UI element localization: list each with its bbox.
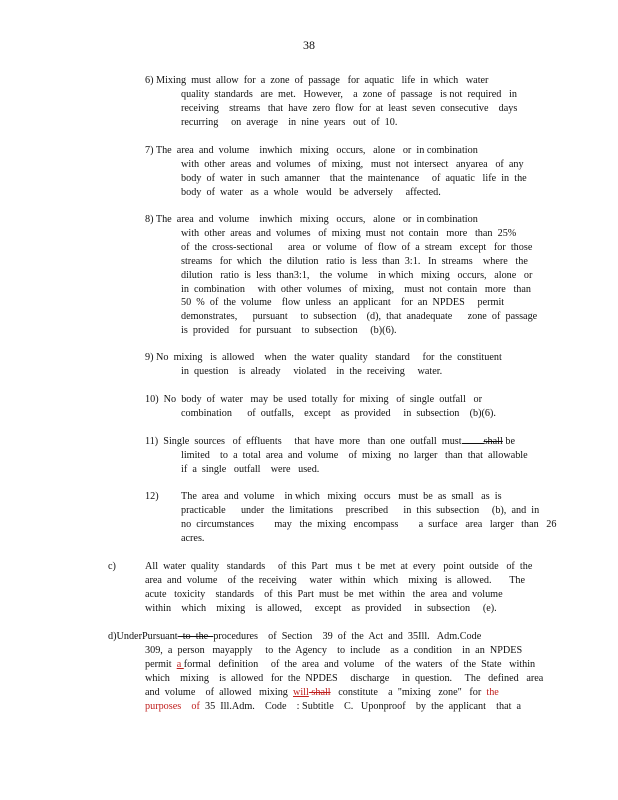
paragraph-d-line-6 xyxy=(145,700,530,714)
item-12-line-1: The area and volume in which mixing occurs must be as small as is xyxy=(181,491,502,502)
list-item-11 xyxy=(145,434,537,477)
paragraph-d-line-6-c: by the applicant that a xyxy=(415,700,522,712)
paragraph-d-label: d) xyxy=(108,631,117,642)
paragraph-d-line-4: which mixing is allowed for the NPDES discharge in question. The defined area xyxy=(145,672,544,684)
paragraph-d-line-5 xyxy=(145,686,530,700)
paragraph-d-line-1 xyxy=(108,630,530,644)
paragraph-d-line-1-a: UnderPursuant xyxy=(116,631,178,642)
item-8-line-1: 8) The area and volume inwhich mixing occurs, alone or in combination xyxy=(145,214,478,225)
paragraph-d-line-3-b: formal definition of the area and volume of the waters of the State within xyxy=(183,658,536,670)
item-11-line-1-text: 11) Single sources of effluents that have more than one outfall must xyxy=(145,436,462,447)
inserted-text: purposes of xyxy=(145,700,200,712)
insertion-blank xyxy=(462,434,484,444)
paragraph-d-line-6-b: 35 Ill.Adm. Code : Subtitle C. Uponproof xyxy=(199,700,416,712)
paragraph-c-line-1: All water quality standards of this Part mus t be met at every point outside of the xyxy=(145,561,533,572)
item-7-line-3: body of water in such amanner that the maintenance of aquatic life in the xyxy=(181,172,527,184)
inserted-text: a xyxy=(176,658,184,670)
list-item-10 xyxy=(145,393,537,421)
paragraph-d-line-5-a: and volume of allowed mixing xyxy=(145,686,293,698)
item-8-line-6: in combination with other volumes of mixing, must not contain more than xyxy=(181,283,532,295)
inserted-text: will xyxy=(292,686,309,698)
item-11-line-1-tail: be xyxy=(502,436,516,447)
paragraph-d-line-5-b: constitute a "mixing zone" for xyxy=(330,686,487,698)
paragraph-c-line-4: within which mixing is allowed, except as provided in subsection (e). xyxy=(145,602,497,614)
item-8-line-4: streams for which the dilution ratio is less than 3:1. In streams where the xyxy=(181,255,528,267)
item-8-line-7: 50 % of the volume flow unless an applicant for an NPDES permit xyxy=(181,297,505,309)
item-12-line-2: practicable under the limitations prescribed in this subsection (b), and in xyxy=(181,504,540,516)
item-10-line-2: combination of outfalls, except as provided in subsection (b)(6). xyxy=(181,407,496,419)
item-6-line-3: receiving streams that have zero flow for at least seven consecutive days xyxy=(181,102,518,114)
struck-text: shall xyxy=(308,686,331,698)
item-9-line-2: in question is already violated in the receiving water. xyxy=(181,365,443,377)
paragraph-d-line-1-b: procedures of Section 39 of the Act and 35Ill. Adm.Code xyxy=(213,631,482,642)
paragraph-c-label: c) xyxy=(108,561,116,572)
list-item-6 xyxy=(145,74,530,130)
item-8-line-3: of the cross-sectional area or volume of flow of a stream except for those xyxy=(181,241,533,253)
paragraph-c-line-3: acute toxicity standards of this Part must be met within the area and volume xyxy=(145,588,503,600)
struck-text: to the xyxy=(177,631,214,642)
item-6-line-4: recurring on average in nine years out of 10. xyxy=(181,116,398,128)
inserted-text: the xyxy=(486,686,499,698)
paragraph-d-line-3 xyxy=(145,658,536,672)
paragraph-c-line-2: area and volume of the receiving water within which mixing is allowed. The xyxy=(145,574,526,586)
list-item-9 xyxy=(145,351,537,379)
item-12-line-4: acres. xyxy=(181,532,205,544)
paragraph-d xyxy=(108,630,544,713)
struck-text: shall xyxy=(483,436,503,447)
item-6-line-2: quality standards are met. However, a zone of passage is not required in xyxy=(181,88,517,100)
item-8-line-2: with other areas and volumes of mixing must not contain more than 25% xyxy=(181,227,517,239)
item-7-line-2: with other areas and volumes of mixing, must not intersect anyarea of any xyxy=(181,158,524,170)
list-item-7 xyxy=(145,144,537,200)
page-number: 38 xyxy=(303,38,315,52)
item-7-line-4: body of water as a whole would be adversely affected. xyxy=(181,186,441,198)
list-item-12 xyxy=(145,490,557,546)
list-item-8 xyxy=(145,213,537,338)
item-10-line-1: 10) No body of water may be used totally for mixing of single outfall or xyxy=(145,394,482,405)
paragraph-c xyxy=(108,560,533,616)
item-8-line-5: dilution ratio is less than3:1, the volume in which mixing occurs, alone or xyxy=(181,269,533,281)
item-11-line-1 xyxy=(145,434,537,449)
item-11-line-2: limited to a total area and volume of mixing no larger than that allowable xyxy=(181,449,528,461)
item-9-line-1: 9) No mixing is allowed when the water quality standard for the constituent xyxy=(145,352,502,363)
item-6-line-1: 6) Mixing must allow for a zone of passage for aquatic life in which water xyxy=(145,75,489,86)
item-11-line-3: if a single outfall were used. xyxy=(181,463,320,475)
paragraph-d-line-3-a: permit xyxy=(145,658,177,670)
item-8-line-9: is provided for pursuant to subsection (b)(6). xyxy=(181,325,397,337)
item-12-label: 12) xyxy=(145,491,159,502)
item-8-line-8: demonstrates, pursuant to subsection (d), that anadequate zone of passage xyxy=(181,311,538,323)
paragraph-d-line-2: 309, a person mayapply to the Agency to include as a condition in an NPDES xyxy=(145,644,523,656)
item-12-line-3: no circumstances may the mixing encompass a surface area larger than 26 xyxy=(181,518,557,530)
item-7-line-1: 7) The area and volume inwhich mixing occurs, alone or in combination xyxy=(145,145,478,156)
